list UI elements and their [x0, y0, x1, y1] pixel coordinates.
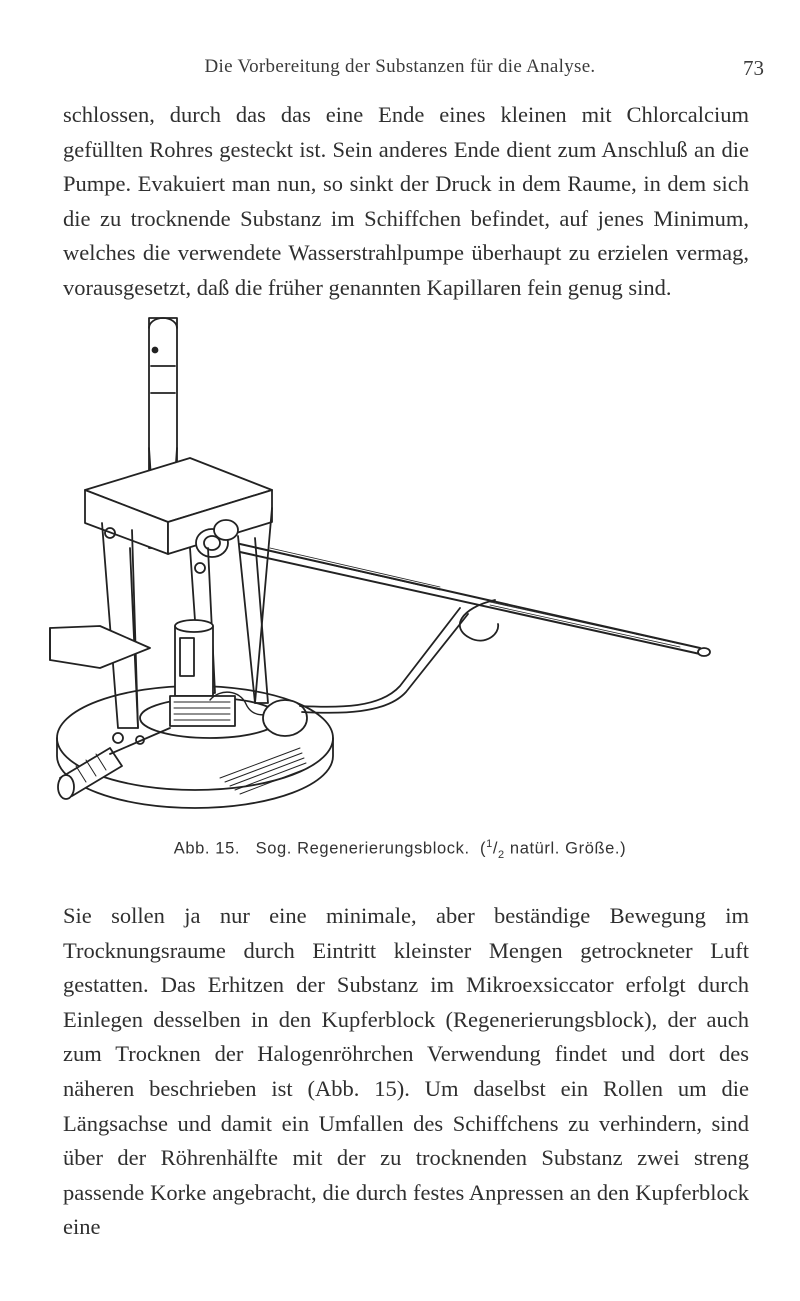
page-header — [0, 56, 800, 86]
caption-text: Sog. Regenerierungsblock. — [255, 839, 470, 858]
paragraph-top: schlossen, durch das das eine Ende eines kleinen mit Chlorcalcium gefüllten Rohres gesteckt ist. Sein anderes Ende dient zum Anschluß an die Pumpe. Evakuiert man nun, so sinkt der Druck in dem Raume, in dem sich die zu trocknende Substanz im Schiffchen befindet, auf jenes Minimum, welches die verwendete Wasserstrahlpumpe überhaupt zu erzielen vermag, vorausgesetzt, daß die früher genannten Kapillaren fein genug sind. — [63, 102, 749, 300]
caption-fraction-numerator: 1 — [486, 838, 493, 850]
figure-caption: Abb. 15. Sog. Regenerierungsblock. ($^1/_2$ natürl. Größe.) — [173, 838, 627, 861]
regenerierungsblock-illustration — [40, 308, 720, 828]
caption-prefix: Abb. 15. — [173, 839, 241, 858]
caption-fraction-denominator: 2 — [498, 848, 505, 861]
caption-suffix: natürl. Größe. — [509, 839, 621, 858]
paragraph-bottom: Sie sollen ja nur eine minimale, aber beständige Bewegung im Trocknungsraume durch Eintritt kleinster Mengen getrockneter Luft gestatten. Das Erhitzen der Substanz im Mikroexsiccator erfolgt durch Einlegen desselben in den Kupferblock (Regenerierungsblock), der auch zum Trocknen der Halogenröhrchen Verwendung findet und dort des näheren beschrieben ist (Abb. 15). Um daselbst ein Rollen um die Längsachse und damit ein Umfallen des Schiffchens zu verhindern, sind über der Röhrenhälfte mit der zu trocknenden Substanz zwei streng passende Korke angebracht, die durch festes Anpressen an den Kupferblock eine — [63, 903, 749, 1240]
page-number: 73 — [743, 56, 764, 80]
running-head: Die Vorbereitung der Substanzen für die Analyse. — [204, 56, 596, 77]
figure-regenerierungsblock — [40, 308, 720, 828]
